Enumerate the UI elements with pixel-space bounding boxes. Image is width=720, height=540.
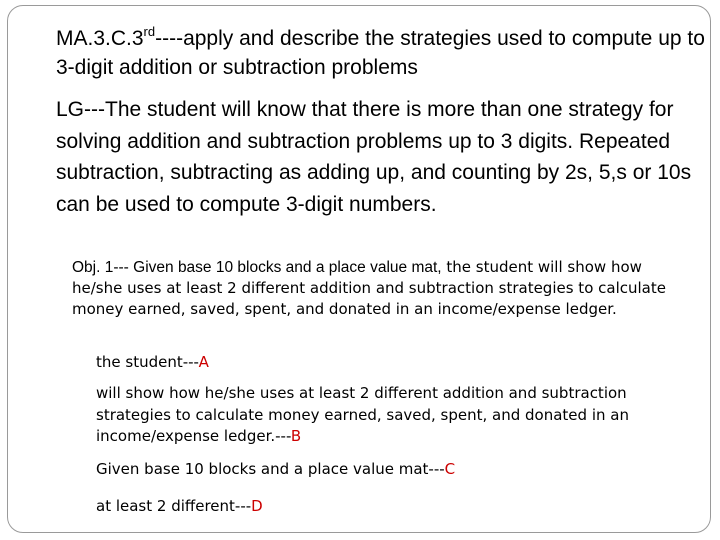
part-text: Given base 10 blocks and a place value mat---: [96, 460, 445, 478]
part-text: will show how he/she uses at least 2 different addition and subtraction strategies to calculate money earned, saved, spent, and donated in an income/expense ledger.---: [96, 384, 629, 445]
standard-text: ----apply and describe the strategies used to compute up to 3-digit addition or subtraction problems: [56, 27, 705, 79]
part-text: at least 2 different---: [96, 497, 252, 515]
objective-part-d: [96, 496, 696, 518]
objective-part-b: [96, 383, 696, 448]
standard-statement: [56, 24, 706, 82]
objective: [72, 257, 692, 320]
standard-superscript: rd: [143, 24, 156, 39]
learning-goal: LG---The student will know that there is more than one strategy for solving addition and subtraction problems up to 3 digits. Repeated subtraction, subtracting as adding up, and counting by 2s, 5,s or 10s can be used to compute 3-digit numbers.: [56, 98, 692, 216]
part-letter: D: [251, 497, 263, 515]
objective-text: the student will show how he/she uses at least 2 different addition and subtraction strategies to calculate money earned, saved, spent, and donated in an income/expense ledger.: [72, 258, 666, 318]
part-letter: C: [444, 460, 456, 478]
objective-lead: Obj. 1--- Given base 10 blocks and a place value mat,: [72, 259, 442, 276]
part-text: the student---: [96, 353, 199, 371]
objective-part-a: [96, 352, 696, 374]
objective-part-c: [96, 459, 696, 481]
standard-code: MA.3.C.3: [56, 27, 144, 50]
part-letter: A: [198, 353, 209, 371]
part-letter: B: [290, 427, 302, 445]
